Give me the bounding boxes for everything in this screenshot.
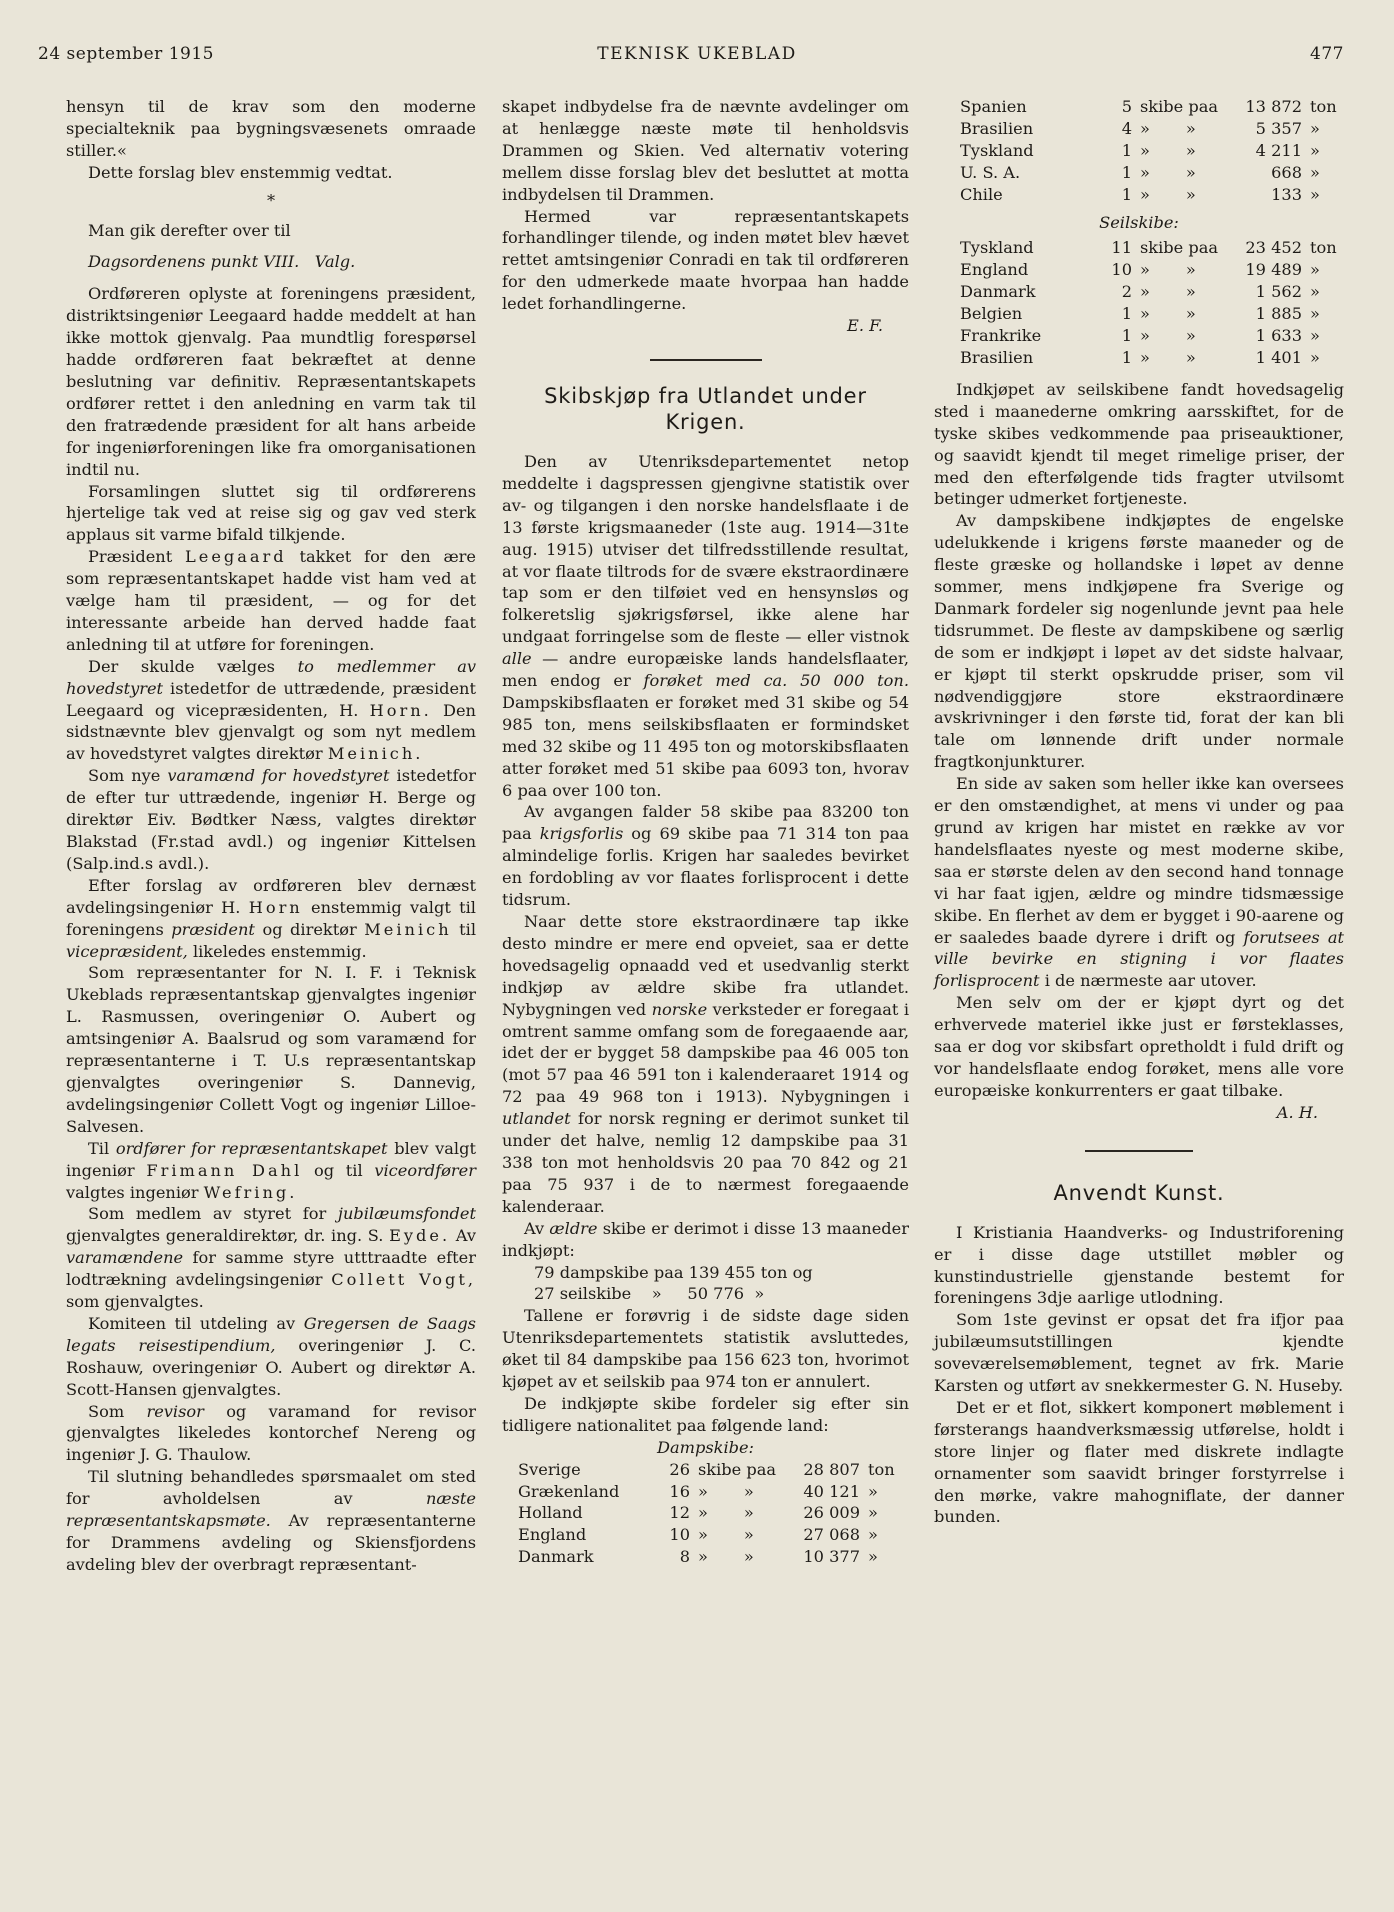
cell-word: » » [1140,162,1196,182]
paragraph: Til slutning behandledes spørsmaalet om sted for avholdelsen av næste repræsentantskapsmøte. Av repræsentanterne for Drammens avdeling og Skiensfjordens avdeling blev der overbragt repræsentant- [66,1467,476,1574]
cell-country: Spanien [960,97,1027,116]
table-row [960,325,1340,347]
cell-word: » » [698,1525,754,1545]
paragraph: Indkjøpet av seilskibene fandt hovedsagelig sted i maanederne omkring aarsskiftet, for de tyske skibes vedkommende paa priseauktioner, og saavidt kjendt til meget rimelige priser, der med den efterfølgende tids fragter utvilsomt betinger udmerket fortjeneste. [934,379,1344,509]
paragraph: Forsamlingen sluttet sig til ordførerens hjertelige tak ved at reise sig og gav ved sterk applaus sit varme bifald tilkjende. [66,481,476,545]
cell-word: » » [698,1503,754,1523]
table-row [960,118,1340,140]
cell-tons: 1 633 [1255,326,1302,346]
cell-count: 1 [1121,304,1132,324]
cell-country: Holland [518,1503,583,1523]
cell-country: Brasilien [960,347,1034,367]
cell-tons: 10 377 [803,1547,860,1567]
cell-word: » » [698,1481,754,1501]
cell-unit: » [868,1481,878,1501]
paragraph: Dette forslag blev enstemmig vedtat. [88,162,393,182]
cell-word: » » [1140,326,1196,346]
cell-word: » » [1140,304,1196,324]
table-row [960,281,1340,303]
steamship-table-continued [960,96,1340,206]
cell-country: England [518,1525,587,1545]
cell-unit: » [1310,184,1320,204]
cell-tons: 668 [1271,162,1302,182]
cell-unit: ton [1310,97,1337,116]
cell-word: » » [1140,347,1196,367]
cell-word: skibe paa [1140,97,1219,116]
cell-tons: 1 401 [1255,347,1302,367]
paragraph: Av ældre skibe er derimot i disse 13 maaneder indkjøpt: [502,1218,909,1260]
table-row [960,140,1340,162]
cell-country: Danmark [518,1547,594,1567]
cell-count: 5 [1121,97,1132,116]
cell-country: Danmark [960,282,1036,302]
cell-tons: 26 009 [803,1503,860,1523]
cell-unit: » [1310,118,1320,138]
spaced-name: Horn [248,897,303,917]
cell-unit: » [1310,326,1320,346]
cell-tons: 23 452 [1245,238,1302,258]
spaced-name: Meinich [364,919,452,939]
paragraph: Av avgangen falder 58 skibe paa 83200 ton paa krigsforlis og 69 skibe paa 71 314 ton paa almindelige forlis. Krigen har saaledes bevirket en fordobling av vor flaates forlisprocent i dette tidsrum. [502,802,909,910]
table-row [960,303,1340,325]
paragraph: Den av Utenriksdepartementet netop meddelte i dagspressen gjengivne statistik over av- og tilgangen i den norske handelsflaate i de 13 første krigsmaaneder (1ste aug. 1914—31te aug. 1915) utviser det tilfredsstillende resultat, at vor flaate tiltrods for de svære ekstraordinære tap som er den tilføiet ved en hensynsløs og folkeretslig sjøkrigsførsel, ikke alene har undgaat forringelse som de fleste — eller vistnok alle — andre europæiske lands handelsflaater, men endog er forøket med ca. 50 000 ton. Dampskibsflaaten er forøket med 31 skibe og 54 985 ton, mens seilskibsflaaten er formindsket med 32 skibe og 11 495 ton og motorskibsflaaten atter forøket med 51 skibe paa 6093 ton, hvorav 6 paa over 100 ton. [502,451,909,800]
cell-tons: 5 357 [1255,118,1302,138]
agenda-topic: Valg. [314,252,356,272]
cell-tons: 28 807 [803,1459,860,1479]
cell-unit: » [1310,282,1320,302]
cell-tons: 27 068 [803,1525,860,1545]
paragraph: I Kristiania Haandverks- og Industriforening er i disse dage utstillet møbler og kunstindustrielle gjenstande bestemt for foreningens 3dje aarlige utlodning. [934,1222,1344,1308]
table-row [518,1481,898,1503]
column-right [934,96,1344,1528]
cell-tons: 13 872 [1245,97,1302,116]
paragraph: Av dampskibene indkjøptes de engelske udelukkende i krigens første maaneder og de fleste græske og hollandske i løpet av denne sommer, mens indkjøpene fra Sverige og Danmark fordeler sig nogenlunde jevnt paa hele tidsrummet. De fleste av dampskibene og særlig de som er indkjøpt i løpet av det sidste halvaar, er kjøpt til sterkt opskrudde priser, som vil nødvendiggjøre store ekstraordinære avskrivninger i den første tid, forat der kan bli tale om lønnende drift under normale fragtkonjunkturer. [934,511,1344,772]
spaced-name: Horn. [369,700,432,720]
cell-count: 1 [1121,184,1132,204]
paragraph: Naar dette store ekstraordinære tap ikke desto mindre er mere end opveiet, saa er dette hovedsagelig opnaadd ved et usedvanlig sterkt indkjøp av ældre skibe fra utlandet. Nybygningen ved norske verksteder er foregaat i omtrent samme omfang som de foregaaende aar, idet der er bygget 58 dampskibe paa 46 005 ton (mot 57 paa 46 591 ton i kalenderaaret 1914 og 72 paa 49 968 ton i 1913). Nybygningen i utlandet for norsk regning er derimot sunket til under det halve, nemlig 12 dampskibe paa 31 338 ton mot henholdsvis 20 paa 70 842 og 21 paa 75 937 i de to nærmest foregaaende kalenderaar. [502,912,910,1216]
cell-country: Tyskland [960,140,1034,160]
cell-country: Tyskland [960,238,1034,258]
cell-unit: » [1310,140,1320,160]
cell-word: skibe paa [698,1459,777,1479]
cell-country: Brasilien [960,118,1034,138]
paragraph: hensyn til de krav som den moderne specialteknik paa bygningsvæsenets omraade stiller.« [66,97,476,160]
paragraph: skapet indbydelse fra de nævnte avdelinger om at henlægge næste møte til henholdsvis Drammen og Skien. Ved alternativ votering mellem disse forslag blev det besluttet at motta indbydelsen til Drammen. [502,97,909,204]
paragraph: Ordføreren oplyste at foreningens præsident, distriktsingeniør Leegaard hadde meddelt at han ikke mottok gjenvalg. Paa mundtlig forespørsel hadde ordføreren faat bekræftet at denne beslutning var definitiv. Repræsentantskapets ordfører rettet i den anledning en varm tak til den fratrædende præsident for alt hans arbeide for ingeniørforeningen like fra omorganisationen indtil nu. [66,284,476,479]
article-heading: Skibskjøp fra Utlandet under Krigen. [544,383,867,434]
signature: A. H. [1276,1102,1318,1122]
cell-tons: 1 885 [1255,304,1302,324]
table-row [960,237,1340,259]
table-row [518,1524,898,1546]
paragraph: Men selv om der er kjøpt dyrt og det erhvervede materiel ikke just er førsteklasses, saa er dog vor skibsfart opretholdt i fuld drift og vor handelsflaate endog forøket, mens alle vore europæiske konkurrenters er gaat tilbake. [934,993,1344,1100]
table-row [518,1502,898,1524]
cell-count: 11 [1111,238,1132,258]
cell-country: Belgien [960,304,1023,324]
cell-unit: ton [868,1459,895,1479]
spaced-name: Leegaard [184,547,287,567]
cell-country: U. S. A. [960,162,1021,182]
cell-country: Grækenland [518,1481,620,1501]
cell-word: » » [1140,140,1196,160]
steamship-table [518,1459,898,1569]
divider-rule [1085,1150,1193,1152]
agenda-point: Dagsordenens punkt VIII. [88,252,300,272]
cell-word: » » [698,1547,754,1567]
cell-unit: » [868,1525,878,1545]
cell-count: 1 [1121,347,1132,367]
sailship-table [960,237,1340,368]
cell-tons: 40 121 [803,1481,860,1501]
table-row [960,184,1340,206]
cell-word: » » [1140,184,1196,204]
purchase-summary [534,1262,909,1306]
table-row [960,259,1340,281]
cell-count: 26 [669,1459,690,1479]
agenda-heading [66,251,476,273]
table-row [518,1546,898,1568]
table-heading: Seilskibe: [1099,212,1179,232]
table-row [960,96,1340,118]
paragraph: Efter forslag av ordføreren blev dernæst avdelingsingeniør H. Horn enstemmig valgt til foreningens præsident og direktør Meinich til vicepræsident, likeledes enstemmig. [66,875,476,961]
cell-word: » » [1140,260,1196,280]
cell-count: 10 [1111,260,1132,280]
cell-word: » » [1140,282,1196,302]
paragraph: Som revisor og varamand for revisor gjenvalgtes likeledes kontorchef Nereng og ingeniør J. G. Thaulow. [66,1401,476,1465]
cell-unit: » [1310,162,1320,182]
article-heading: Anvendt Kunst. [1053,1180,1225,1205]
cell-count: 1 [1121,162,1132,182]
cell-unit: » [868,1547,878,1567]
cell-unit: » [1310,260,1320,280]
spaced-name: Meinich. [327,744,424,764]
cell-count: 12 [669,1503,690,1523]
paragraph: Som 1ste gevinst er opsat det fra ifjor paa jubilæumsutstillingen kjendte soveværelsemøblement, tegnet av frk. Marie Karsten og utført av snekkermester G. N. Huseby. [934,1310,1344,1396]
page-number: 477 [1310,44,1344,64]
paragraph: Hermed var repræsentantskapets forhandlinger tilende, og inden møtet blev hævet rettet amtsingeniør Conradi en tak til ordføreren for den udmerkede maate hvorpaa han hadde ledet forhandlingerne. [502,206,909,314]
issue-date: 24 september 1915 [38,44,214,64]
table-heading: Dampskibe: [656,1437,755,1457]
cell-word: » » [1140,118,1196,138]
cell-unit: » [868,1503,878,1523]
cell-tons: 4 211 [1255,140,1302,160]
paragraph: Som nye varamænd for hovedstyret istedetfor de efter tur uttrædende, ingeniør H. Berge og direktør Eiv. Bødtker Næss, valgtes direktør Blakstad (Fr.stad avdl.) og ingeniør Kittelsen (Salp.ind.s avdl.). [66,766,477,873]
cell-count: 1 [1121,140,1132,160]
section-asterisk: * [266,190,276,210]
spaced-name: Wefring. [203,1182,298,1202]
purchase-line: 79 dampskibe paa 139 455 ton og [534,1262,813,1282]
cell-count: 1 [1121,326,1132,346]
paragraph: Som repræsentanter for N. I. F. i Teknisk Ukeblads repræsentantskap gjenvalgtes ingeniør L. Rasmussen, overingeniør O. Aubert og amtsingeniør A. Baalsrud og som varamænd for repræsentanterne i T. U.s repræsentantskap gjenvalgtes overingeniør S. Dannevig, avdelingsingeniør Collett Vogt og ingeniør Lilloe-Salvesen. [66,963,476,1136]
paragraph: Som medlem av styret for jubilæumsfondet gjenvalgtes generaldirektør, dr. ing. S. Eyde. Av varamændene for samme styre utttraadte efter lodtrækning avdelingsingeniør Collett Vogt, som gjenvalgtes. [66,1204,477,1312]
purchase-line: 27 seilskibe » 50 776 » [534,1284,765,1304]
cell-count: 8 [679,1547,690,1567]
paragraph: Tallene er forøvrig i de sidste dage siden Utenriksdepartementets statistik avsluttedes, øket til 84 dampskibe paa 156 623 ton, hvorimot kjøpet av et seilskib paa 974 ton er annulert. [502,1306,909,1392]
spaced-name: Eyde. [389,1226,451,1246]
paragraph: Komiteen til utdeling av Gregersen de Saags legats reisestipendium, overingeniør J. C. Roshauw, overingeniør O. Aubert og direktør A. Scott-Hansen gjenvalgtes. [66,1313,476,1399]
cell-count: 10 [669,1525,690,1545]
cell-count: 4 [1121,118,1132,138]
journal-title: TEKNISK UKEBLAD [597,44,797,64]
cell-unit: ton [1310,238,1337,258]
column-left [66,96,476,1576]
paragraph: Præsident Leegaard takket for den ære som repræsentantskapet hadde vist ham ved at vælge ham til præsident, — og for det interessante arbeide han derved hadde faat anledning til at utføre for foreningen. [66,547,476,654]
paragraph: Det er et flot, sikkert komponert møblement i førsterangs haandverksmæssig utførelse, holdt i store linjer og flater med diskrete indlagte ornamenter som saavidt bringer forstyrrelse i den mørke, vakre mahogniflate, der danner bunden. [934,1397,1344,1527]
column-middle [502,96,909,1568]
cell-count: 16 [669,1481,690,1501]
cell-tons: 19 489 [1245,260,1302,280]
signature: E. F. [847,316,883,336]
cell-country: Sverige [518,1459,581,1479]
paragraph: De indkjøpte skibe fordeler sig efter sin tidligere nationalitet paa følgende land: [502,1393,909,1435]
spaced-name: Collett Vogt, [331,1270,477,1290]
cell-unit: » [1310,304,1320,324]
cell-count: 2 [1121,282,1132,302]
table-row [960,347,1340,369]
cell-unit: » [1310,347,1320,367]
cell-tons: 133 [1271,184,1302,204]
paragraph: Til ordfører for repræsentantskapet blev valgt ingeniør Frimann Dahl og til viceordfører valgtes ingeniør Wefring. [66,1138,476,1202]
table-row [518,1459,898,1481]
paragraph: Der skulde vælges to medlemmer av hovedstyret istedetfor de uttrædende, præsident Leegaard og vicepræsidenten, H. Horn. Den sidstnævnte blev gjenvalgt og som nyt medlem av hovedstyret valgtes direktør Meinich. [66,656,476,764]
cell-tons: 1 562 [1255,282,1302,302]
cell-country: England [960,260,1029,280]
paragraph: En side av saken som heller ikke kan oversees er den omstændighet, at mens vi under og paa grund av krigen har mistet en række av vor handelsflaates nyeste og mest moderne skibe, saa er største delen av den second hand tonnage vi har faat igjen, ældre og mindre tidsmæssige skibe. En flerhet av dem er bygget i 90-aarene og er saaledes baade dyrere i drift og forutsees at ville bevirke en stigning i vor flaates forlisprocent i de nærmeste aar utover. [934,774,1344,991]
paragraph: Man gik derefter over til [88,220,291,240]
table-row [960,162,1340,184]
cell-word: skibe paa [1140,238,1219,258]
divider-rule [650,359,762,361]
cell-country: Frankrike [960,326,1042,346]
cell-country: Chile [960,184,1003,204]
spaced-name: Frimann Dahl [146,1160,303,1180]
